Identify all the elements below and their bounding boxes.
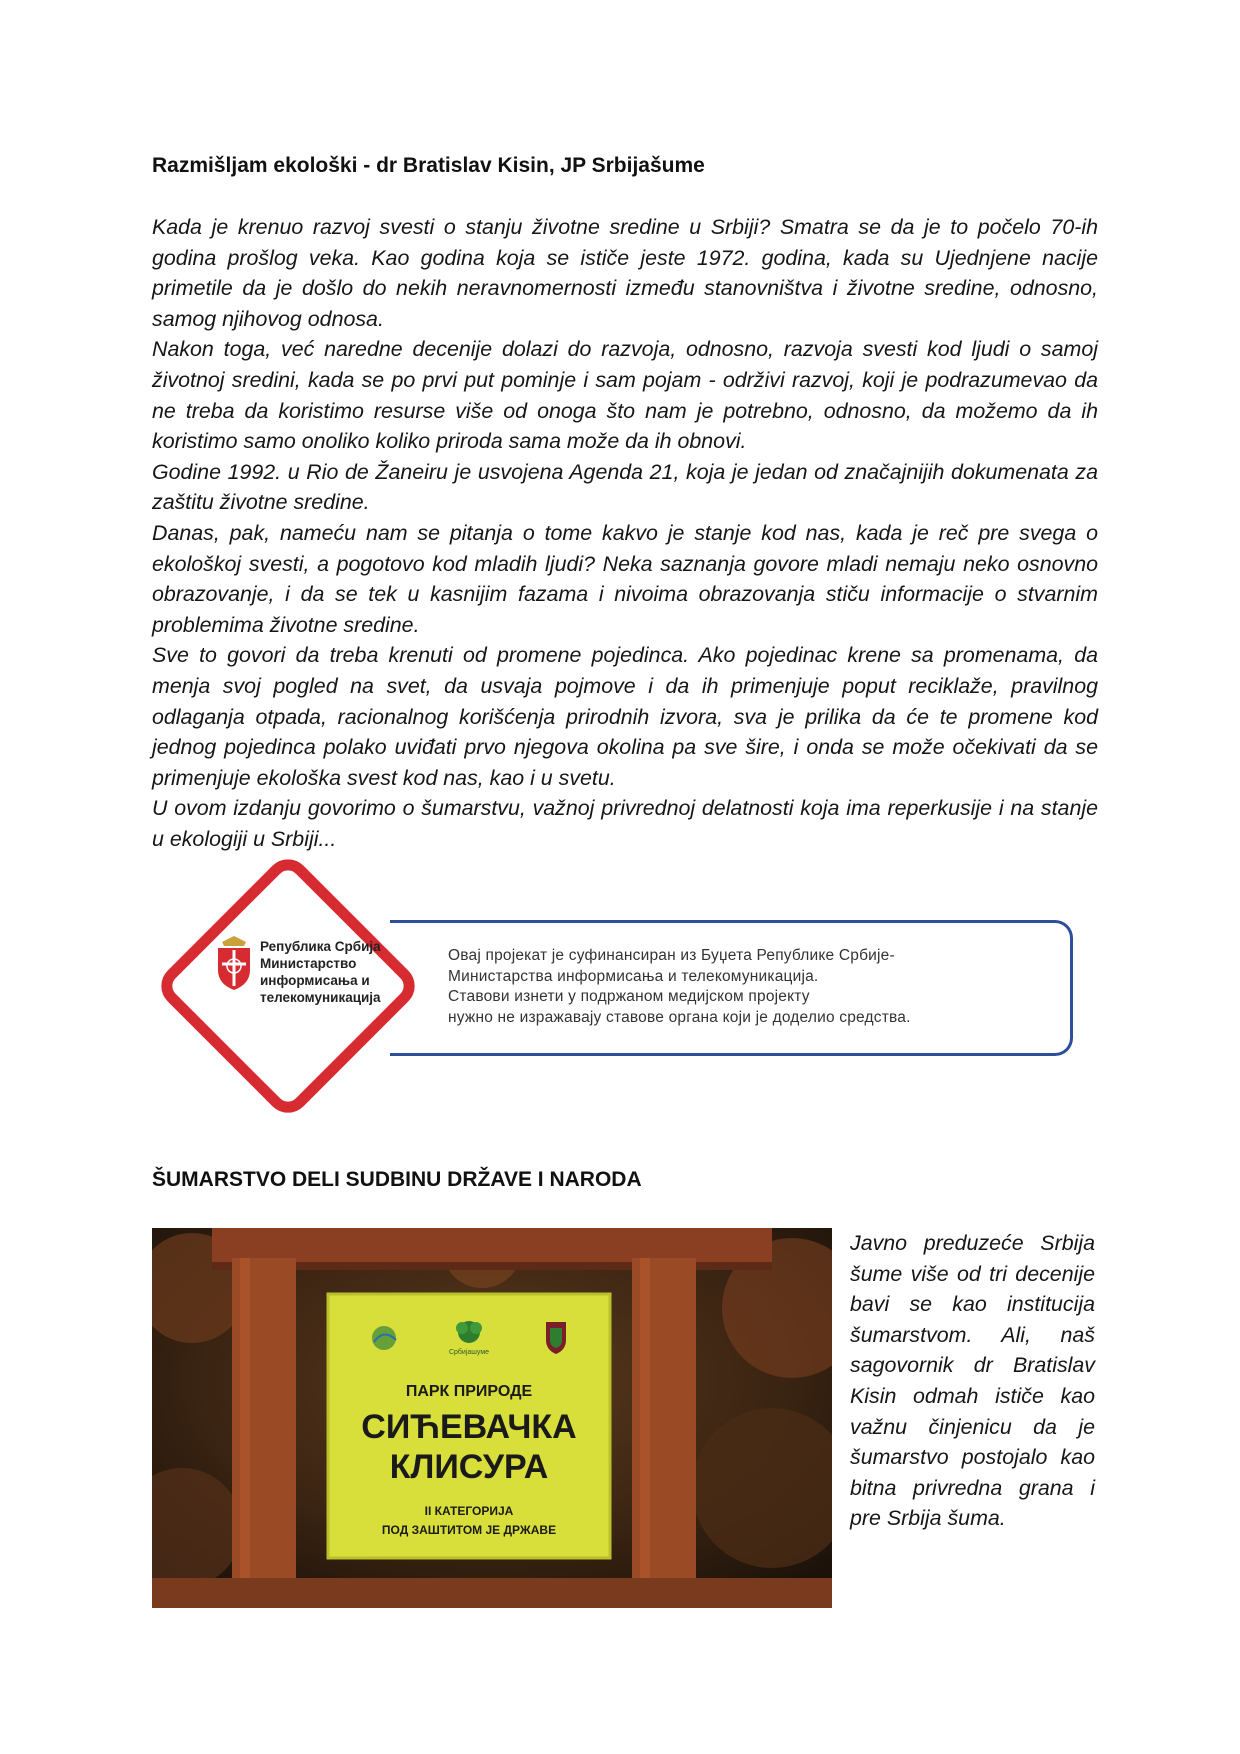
paragraph: Godine 1992. u Rio de Žaneiru je usvojena Agenda 21, koja je jedan od značajnijih dokumenata za zaštitu životne sredine. [152, 459, 1098, 515]
sign-line: КЛИСУРА [389, 1448, 549, 1486]
paragraph: Sve to govori da treba krenuti od promene pojedinca. Ako pojedinac krene sa promenama, da menja svoj pogled na svet, da usvaja pojmove i da ih primenjuje poput reciklaže, pravilnog odlaganja otpada, racionalnog korišćenja prirodnih izvora, sva je prilika da će te promene kod jednog pojedinca polako uviđati prvo njegova okolina pa sve šire, i onda se može očekivati da se primenjuje ekološka svest kod nas, kao i u svetu. [152, 643, 1098, 790]
sign-line: ПОД ЗАШТИТОМ ЈЕ ДРЖАВЕ [381, 1523, 557, 1537]
ministry-line: Министарство [260, 956, 357, 971]
serbia-coat-of-arms-icon [214, 936, 254, 992]
funding-notice [448, 946, 1028, 1028]
notice-line: Овај пројекат је суфинансиран из Буџета Републике Србије- [448, 947, 895, 964]
photo-side-text [850, 1228, 1095, 1534]
paragraph: U ovom izdanju govorimo o šumarstvu, važnoj privrednoj delatnosti koja ima reperkusije i na stanje u ekologiji u Srbiji... [152, 796, 1098, 851]
notice-line: Министарства информисања и телекомуникација. [448, 967, 819, 985]
paragraph: Kada je krenuo razvoj svesti o stanju životne sredine u Srbiji? Smatra se da je to počelo 70-ih godina prošlog veka. Kao godina koja se ističe jeste 1972. godina, kada su Ujednjene nacije primetile da je došlo do nekih neravnomernosti između stanovništva i životne sredine, odnosno, samog njihovog odnosa. [152, 215, 1098, 331]
sign-line: ПАРК ПРИРОДЕ [405, 1383, 533, 1400]
paragraph: Nakon toga, već naredne decenije dolazi do razvoja, odnosno, razvoja svesti kod ljudi o samoj životnoj sredini, kada se po prvi put pominje i sam pojam - održivi razvoj, koji je podrazumevao da ne treba da koristimo resurse više od onoga što nam je potrebno, odnosno, da možemo da ih koristimo samo onoliko koliko priroda sama može da ih obnovi. [152, 337, 1098, 454]
cofinancing-banner [160, 878, 1080, 1128]
article-title: Razmišljam ekološki - dr Bratislav Kisin, JP Srbijašume [152, 154, 705, 177]
ministry-line: информисања и [260, 973, 370, 988]
section-title: ŠUMARSTVO DELI SUDBINU DRŽAVE I NARODA [152, 1168, 642, 1191]
notice-line: нужно не изражавају ставове органа који је доделио средства. [448, 1008, 911, 1026]
park-sign-photo [152, 1228, 832, 1608]
paragraph: Danas, pak, nameću nam se pitanja o tome kakvo je stanje kod nas, kada je reč pre svega o ekološkoj svesti, a pogotovo kod mladih ljudi? Neka saznanja govore mladi nemaju neko osnovno obrazovanje, i da se tek u kasnijim fazama i nivoima obrazovanja stiču informacije o stvarnim problemima životne sredine. [152, 520, 1098, 637]
paragraph: Javno preduzeće Srbija šume više od tri decenije bavi se kao institucija šumarstvom. Ali, naš sagovornik dr Bratislav Kisin odmah ističe kao važnu činjenicu da je šumarstvo postojalo kao bitna privredna grana i pre Srbija šuma. [850, 1231, 1095, 1531]
ministry-name [260, 938, 410, 1006]
srbijasume-logo-text: Србијашуме [448, 1349, 490, 1356]
notice-line: Ставови изнети у подржаном медијском пројекту [448, 988, 810, 1005]
article-body [152, 212, 1098, 854]
ministry-line: телекомуникација [260, 990, 381, 1005]
ministry-line: Република Србија [260, 939, 381, 954]
sign-line: СИЋЕВАЧКА [361, 1408, 577, 1446]
sign-line: II КАТЕГОРИЈА [424, 1504, 514, 1518]
